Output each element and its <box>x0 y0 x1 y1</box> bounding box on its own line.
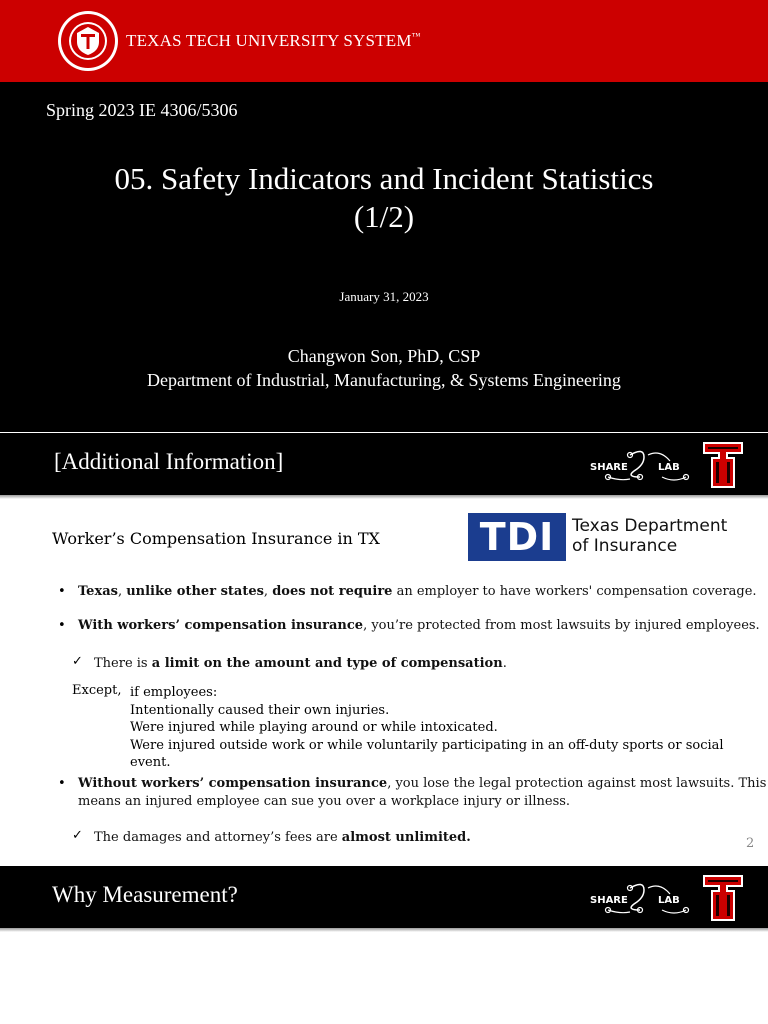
ttu-seal-icon <box>57 10 119 72</box>
section-header-additional-info <box>0 433 768 495</box>
svg-text:LAB: LAB <box>658 462 680 473</box>
header-shadow <box>0 495 768 499</box>
title-slide <box>0 82 768 432</box>
double-t-logo-icon <box>702 441 744 489</box>
bullet-icon: • <box>58 618 66 633</box>
bullet-text-texas: Texas, unlike other states, does not require an employer to have workers' compensation coverage. <box>78 584 757 599</box>
tdi-logo-name: Texas Department of Insurance <box>572 516 728 556</box>
checkmark-icon: ✓ <box>72 654 83 669</box>
bullet-text-without-insurance: Without workers’ compensation insurance, you lose the legal protection against most lawsuits. This means an injured employee can sue you over a workplace injury or illness. <box>78 776 767 809</box>
check-text-damages: The damages and attorney’s fees are almost unlimited. <box>94 830 471 845</box>
author-name: Changwon Son, PhD, CSP <box>287 346 481 366</box>
share-lab-logo-icon <box>590 443 690 485</box>
course-code: Spring 2023 IE 4306/5306 <box>46 100 238 120</box>
page-title: 05. Safety Indicators and Incident Statistics (1/2) <box>114 161 654 234</box>
bullet-icon: • <box>58 776 66 791</box>
list-item: Were injured outside work or while voluntarily participating in an off-duty sports or social event. <box>130 737 724 770</box>
svg-text:LAB: LAB <box>658 895 680 906</box>
checkmark-icon: ✓ <box>72 828 83 843</box>
tdi-logo-abbr: TDI <box>479 515 555 559</box>
slide-subtitle: Worker’s Compensation Insurance in TX <box>52 529 380 548</box>
author-block <box>0 344 768 392</box>
list-item: if employees: <box>130 685 218 700</box>
department-name: Department of Industrial, Manufacturing, & Systems Engineering <box>147 370 621 390</box>
header-shadow <box>0 928 768 932</box>
svg-text:SHARE: SHARE <box>590 895 628 906</box>
tdi-logo <box>468 513 566 561</box>
except-label: Except, <box>72 683 122 698</box>
lecture-date: January 31, 2023 <box>339 289 429 304</box>
org-name: TEXAS TECH UNIVERSITY SYSTEM™ <box>126 31 421 50</box>
list-item: Were injured while playing around or while intoxicated. <box>130 720 498 735</box>
section-header-why-measurement <box>0 866 768 928</box>
section-title: Why Measurement? <box>52 882 238 907</box>
except-list <box>130 684 768 772</box>
svg-text:SHARE: SHARE <box>590 462 628 473</box>
share-lab-logo-icon <box>590 876 690 918</box>
section-title: [Additional Information] <box>54 449 284 474</box>
ttu-header-bar <box>0 0 768 82</box>
check-text-limit: There is a limit on the amount and type of compensation. <box>94 656 507 671</box>
bullet-icon: • <box>58 584 66 599</box>
bullet-text-with-insurance: With workers’ compensation insurance, you’re protected from most lawsuits by injured employees. <box>78 618 760 633</box>
double-t-logo-icon <box>702 874 744 922</box>
list-item: Intentionally caused their own injuries. <box>130 702 390 718</box>
page-number: 2 <box>746 836 755 851</box>
